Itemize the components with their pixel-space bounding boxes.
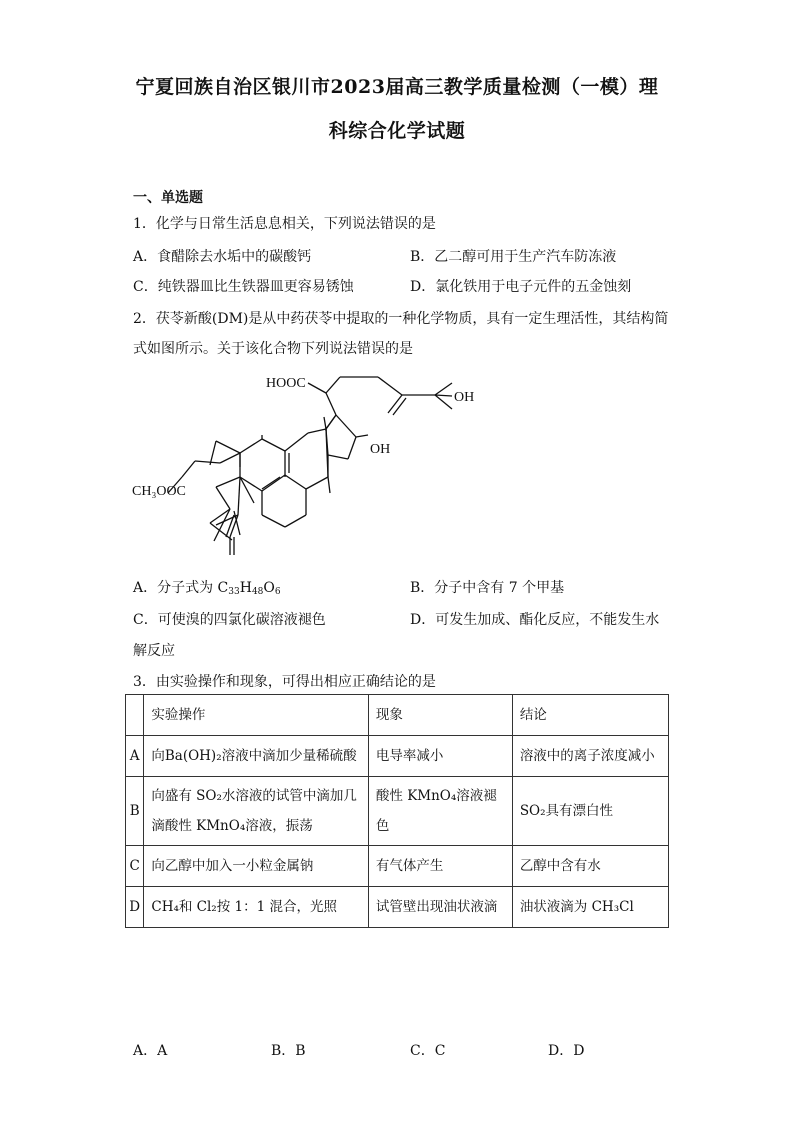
structure-diagram [130, 365, 490, 565]
ester-label: CH₃OOC [132, 484, 186, 499]
row-conclusion: SO₂具有漂白性 [512, 777, 668, 846]
title-line-1: 宁夏回族自治区银川市2023届高三教学质量检测（一模）理 [135, 76, 659, 98]
row-label: B [126, 777, 144, 846]
q2-option-c: C．可使溴的四氯化碳溶液褪色 [133, 612, 326, 628]
table-header-cell: 结论 [512, 695, 668, 736]
section-heading: 一、单选题 [133, 190, 203, 206]
q3-stem: 3．由实验操作和现象，可得出相应正确结论的是 [133, 674, 436, 690]
table-row [126, 777, 669, 846]
table-header-cell: 现象 [368, 695, 512, 736]
oh-label-top: OH [454, 390, 475, 405]
table-header-row [126, 695, 669, 736]
oh-label-ring: OH [370, 442, 391, 457]
q2-stem-line-2: 式如图所示。关于该化合物下列说法错误的是 [133, 341, 413, 357]
row-operation: 向盛有 SO₂水溶液的试管中滴加几滴酸性 KMnO₄溶液，振荡 [144, 777, 369, 846]
row-label: C [126, 846, 144, 887]
table-header-cell [126, 695, 144, 736]
q2-option-a: A．分子式为 $C_{33}H_{48}O_6$ [133, 580, 281, 597]
row-operation: 向乙醇中加入一小粒金属钠 [144, 846, 369, 887]
row-label: D [126, 887, 144, 928]
table-row [126, 887, 669, 928]
row-conclusion: 油状液滴为 CH₃Cl [512, 887, 668, 928]
table-row [126, 846, 669, 887]
row-phenomenon: 电导率减小 [368, 736, 512, 777]
row-conclusion: 溶液中的离子浓度减小 [512, 736, 668, 777]
title-line-2: 科综合化学试题 [328, 120, 466, 142]
row-label: A [126, 736, 144, 777]
hooc-label: HOOC [266, 376, 306, 391]
q2-stem-line-1: 2．茯苓新酸(DM)是从中药茯苓中提取的一种化学物质，具有一定生理活性，其结构简 [133, 311, 669, 327]
table-header-cell: 实验操作 [144, 695, 369, 736]
q1-option-c: C．纯铁器皿比生铁器皿更容易锈蚀 [133, 279, 354, 295]
q1-option-b: B．乙二醇可用于生产汽车防冻液 [410, 249, 617, 265]
row-phenomenon: 酸性 KMnO₄溶液褪色 [368, 777, 512, 846]
row-phenomenon: 有气体产生 [368, 846, 512, 887]
experiment-table [125, 694, 669, 928]
q3-option-b: B．B [271, 1043, 306, 1059]
q2-option-d: D．可发生加成、酯化反应，不能发生水 [410, 612, 660, 628]
q2-option-d-continued: 解反应 [133, 643, 175, 659]
q1-stem: 1．化学与日常生活息息相关，下列说法错误的是 [133, 216, 436, 232]
row-operation: 向Ba(OH)₂溶液中滴加少量稀硫酸 [144, 736, 369, 777]
q1-option-a: A．食醋除去水垢中的碳酸钙 [133, 249, 312, 265]
row-conclusion: 乙醇中含有水 [512, 846, 668, 887]
table-row [126, 736, 669, 777]
q1-option-d: D．氯化铁用于电子元件的五金蚀刻 [410, 279, 632, 295]
q3-option-c: C．C [410, 1043, 446, 1059]
q3-option-d: D．D [548, 1043, 585, 1059]
q2-option-b: B．分子中含有 7 个甲基 [410, 580, 565, 596]
q3-option-a: A．A [133, 1043, 168, 1059]
row-operation: CH₄和 Cl₂按 1：1 混合，光照 [144, 887, 369, 928]
row-phenomenon: 试管壁出现油状液滴 [368, 887, 512, 928]
